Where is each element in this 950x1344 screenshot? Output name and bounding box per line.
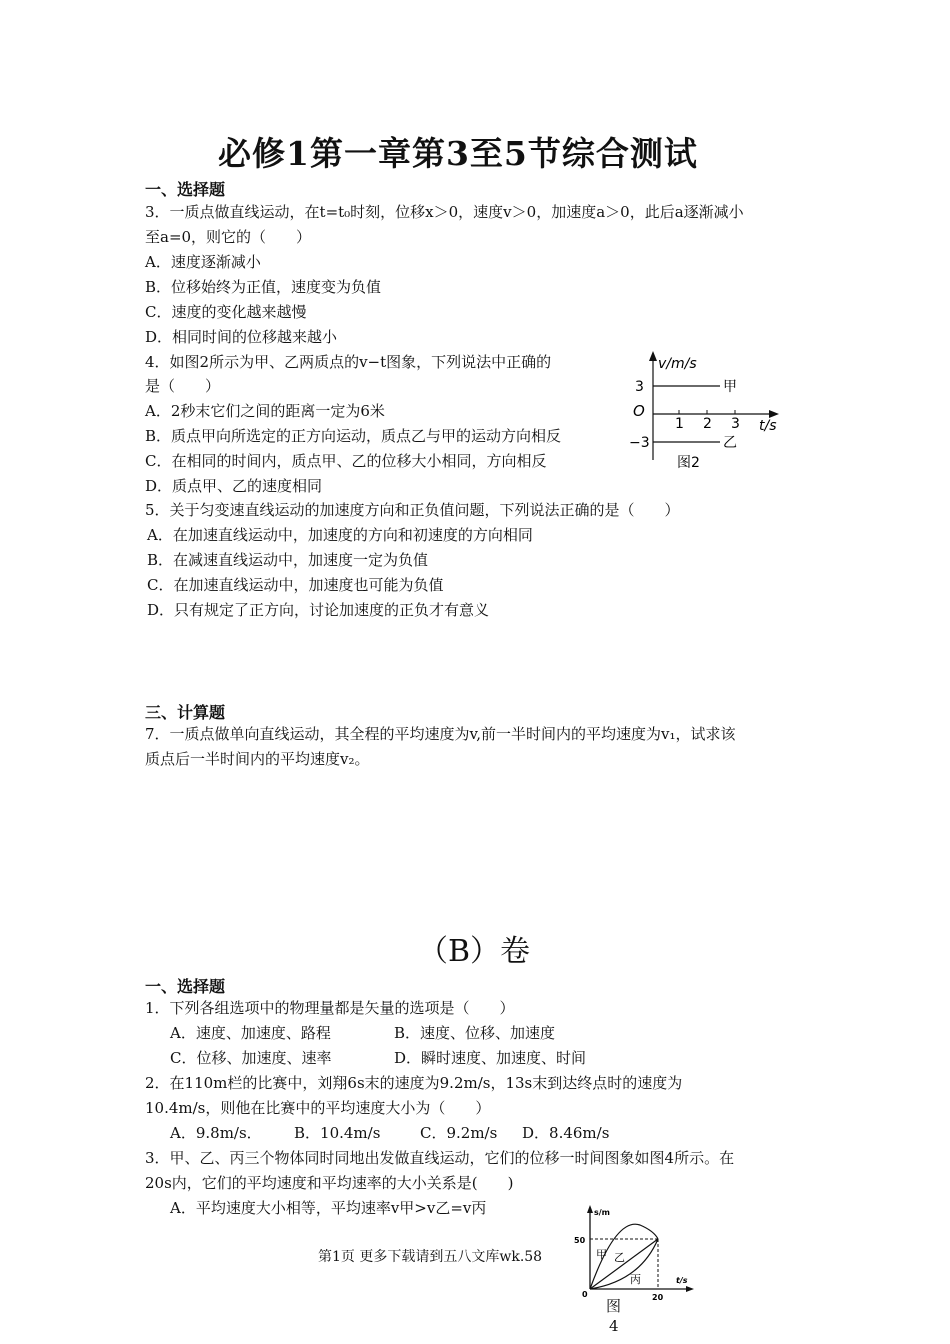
fig4-label-yi: 乙 (614, 1251, 625, 1264)
page-footer: 第1页 更多下载请到五八文库wk.58 (318, 1249, 543, 1265)
b-q3-option-a: A．平均速度大小相等，平均速率v甲>v乙=v丙 (170, 1199, 487, 1217)
q7-line1: 7．一质点做单向直线运动，其全程的平均速度为v,前一半时间内的平均速度为v₁，试求该 (145, 725, 736, 743)
q3-option-d: D．相同时间的位移越来越小 (145, 328, 338, 346)
fig4-label-bing: 丙 (630, 1273, 641, 1286)
b-q1-option-d: D．瞬时速度、加速度、时间 (394, 1049, 587, 1067)
fig4-y-arrow (587, 1205, 593, 1213)
section-b-heading-choice: 一、选择题 (145, 977, 226, 996)
section-b-title: （B）卷 (418, 934, 531, 969)
section-heading-calc: 三、计算题 (145, 703, 226, 722)
b-q3-line1: 3．甲、乙、丙三个物体同时同地出发做直线运动，它们的位移一时间图象如图4所示。在 (145, 1149, 735, 1167)
fig2-caption: 图2 (677, 455, 700, 471)
fig2-tick-label-3: 3 (731, 416, 740, 432)
fig2-y-neg: −3 (629, 435, 650, 451)
fig2-origin: O (633, 402, 645, 420)
fig2-y-arrow (649, 351, 657, 361)
b-q2-option-a: A．9.8m/s． (170, 1124, 262, 1142)
fig4-origin: 0 (582, 1290, 588, 1299)
b-q3-line2: 20s内，它们的平均速度和平均速率的大小关系是( ) (145, 1174, 514, 1192)
q3-line2: 至a=0，则它的（ ） (145, 228, 312, 246)
q5-option-b: B．在减速直线运动中，加速度一定为负值 (147, 551, 429, 569)
fig4-caption-1: 图 (606, 1297, 622, 1315)
fig4-ylabel: s/m (594, 1208, 611, 1217)
q4-line2: 是（ ） (145, 377, 221, 395)
q3-line1: 3．一质点做直线运动，在t=t₀时刻，位移x＞0，速度v＞0，加速度a＞0，此后a逐渐减小 (145, 203, 744, 221)
fig2-tick-label-2: 2 (703, 416, 712, 432)
q5-option-d: D．只有规定了正方向，讨论加速度的正负才有意义 (147, 601, 490, 619)
q5-option-c: C．在加速直线运动中，加速度也可能为负值 (147, 576, 444, 594)
page-title: 必修1第一章第3至5节综合测试 (218, 134, 698, 173)
b-q2-option-b: B．10.4m/s (294, 1124, 381, 1142)
b-q2-option-c: C．9.2m/s (420, 1124, 498, 1142)
fig4-xlabel: t/s (676, 1276, 688, 1285)
section-heading-choice: 一、选择题 (145, 180, 226, 199)
b-q1-option-a: A．速度、加速度、路程 (170, 1024, 331, 1042)
b-q2-line2: 10.4m/s，则他在比赛中的平均速度大小为（ ） (145, 1099, 491, 1117)
fig2-label-jia: 甲 (723, 379, 737, 395)
q4-option-d: D．质点甲、乙的速度相同 (145, 477, 323, 495)
figure-2-vt-graph (625, 348, 790, 476)
q5-option-a: A．在加速直线运动中，加速度的方向和初速度的方向相同 (147, 526, 533, 544)
q4-option-c: C．在相同的时间内，质点甲、乙的位移大小相同，方向相反 (145, 452, 547, 470)
q4-option-b: B．质点甲向所选定的正方向运动，质点乙与甲的运动方向相反 (145, 427, 562, 445)
fig2-ylabel: v/m/s (658, 356, 697, 372)
fig4-x-mark: 20 (652, 1293, 664, 1302)
fig4-x-arrow (686, 1286, 694, 1292)
b-q1-line1: 1．下列各组选项中的物理量都是矢量的选项是（ ） (145, 999, 515, 1017)
fig2-y-pos: 3 (635, 379, 644, 395)
fig2-x-arrow (769, 410, 779, 418)
q4-line1: 4．如图2所示为甲、乙两质点的v−t图象，下列说法中正确的 (145, 353, 552, 371)
q5-line1: 5．关于匀变速直线运动的加速度方向和正负值问题，下列说法正确的是（ ） (145, 501, 680, 519)
q3-option-b: B．位移始终为正值，速度变为负值 (145, 278, 382, 296)
fig4-label-jia: 甲 (596, 1248, 607, 1261)
fig2-label-yi: 乙 (723, 435, 737, 451)
b-q2-line1: 2．在110m栏的比赛中，刘翔6s末的速度为9.2m/s，13s末到达终点时的速度为 (145, 1074, 683, 1092)
fig2-tick-label-1: 1 (675, 416, 684, 432)
fig2-xlabel: t/s (759, 418, 777, 434)
b-q2-option-d: D．8.46m/s (522, 1124, 610, 1142)
fig4-y-mark: 50 (574, 1236, 586, 1245)
q3-option-c: C．速度的变化越来越慢 (145, 303, 307, 321)
figure-4-st-graph (568, 1203, 700, 1303)
q4-option-a: A．2秒末它们之间的距离一定为6米 (145, 402, 385, 420)
q7-line2: 质点后一半时间内的平均速度v₂。 (145, 750, 370, 768)
fig4-caption-2: 4 (609, 1317, 619, 1335)
b-q1-option-b: B．速度、位移、加速度 (394, 1024, 556, 1042)
q3-option-a: A．速度逐渐减小 (145, 253, 261, 271)
b-q1-option-c: C．位移、加速度、速率 (170, 1049, 332, 1067)
